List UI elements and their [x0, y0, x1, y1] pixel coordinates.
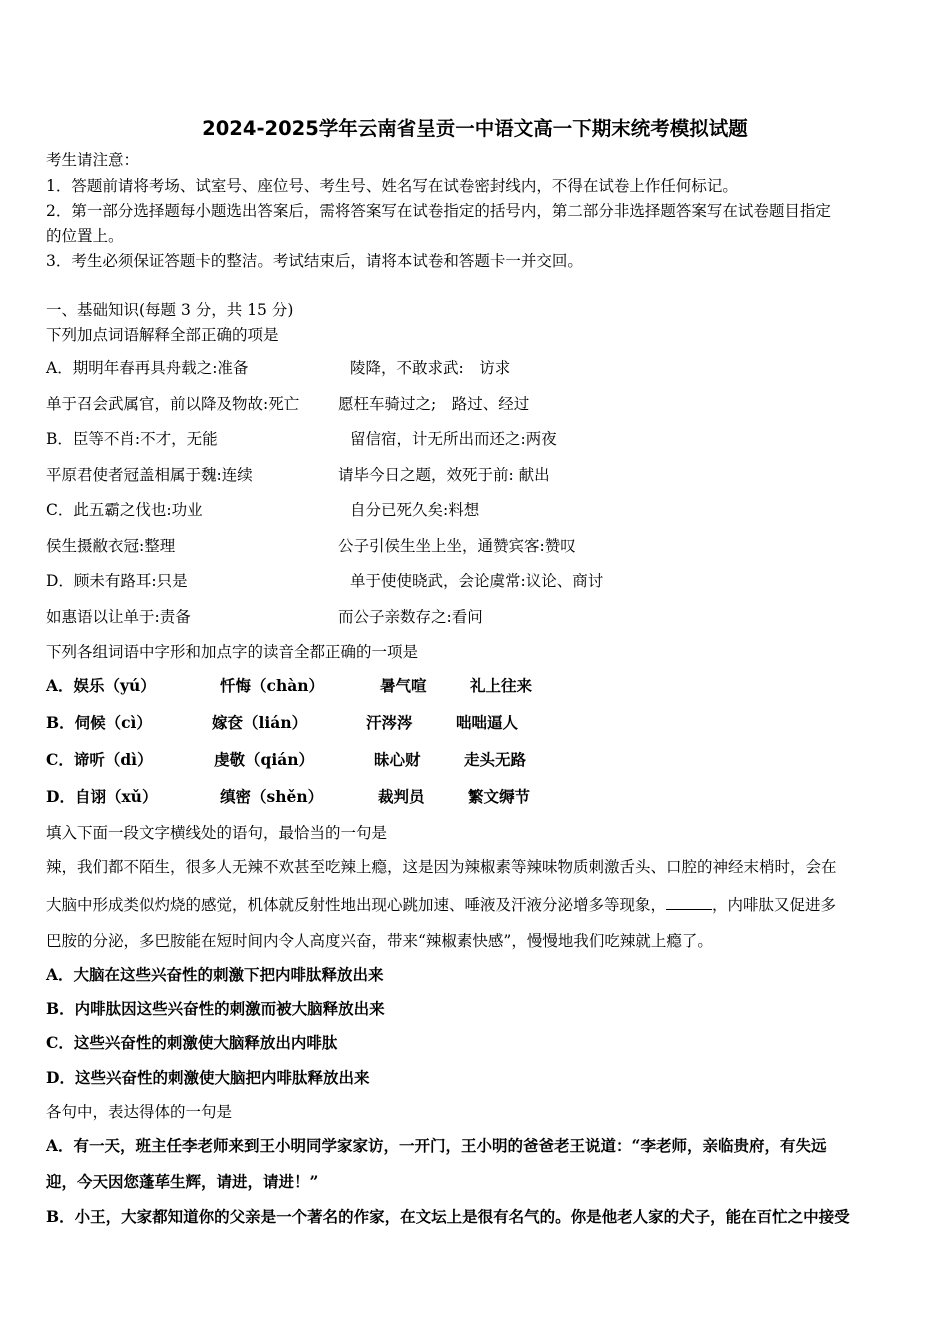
- q1-row-3-right: 留信宿，计无所出而还之:两夜: [350, 430, 557, 448]
- notice-heading: 考生请注意：: [46, 151, 140, 169]
- q1-row-1-left: A．期明年春再具舟载之:准备: [46, 359, 249, 377]
- q2-row-b-c1: B．伺候（cì）: [46, 713, 152, 732]
- q2-row-c-c2: 虔敬（qián）: [214, 750, 315, 769]
- q4-option-a-line-1: A．有一天，班主任李老师来到王小明同学家家访，一开门，王小明的爸爸老王说道：“李老师，亲临贵府，有失远: [46, 1136, 827, 1155]
- notice-item-1: 1．答题前请将考场、试室号、座位号、考生号、姓名写在试卷密封线内，不得在试卷上作任何标记。: [46, 177, 738, 195]
- q2-row-a-c4: 礼上往来: [470, 676, 533, 695]
- q1-row-2-left: 单于召会武属官，前以降及物故:死亡: [46, 395, 300, 413]
- q4-stem: 各句中，表达得体的一句是: [46, 1103, 233, 1121]
- q2-row-c-c1: C．谛听（dì）: [46, 750, 153, 769]
- q2-row-b-c4: 咄咄逼人: [456, 713, 519, 732]
- q1-row-3-left: B．臣等不肖:不才，无能: [46, 430, 218, 448]
- q3-passage-line-2a: 大脑中形成类似灼烧的感觉，机体就反射性地出现心跳加速、唾液及汗液分泌增多等现象，: [46, 896, 667, 914]
- q2-row-d-c4: 繁文缛节: [468, 787, 531, 806]
- q1-row-7-right: 单于使使晓武，会论虞常:议论、商讨: [350, 572, 604, 590]
- q1-row-4-right: 请毕今日之题，效死于前: 献出: [338, 466, 550, 484]
- q3-stem: 填入下面一段文字横线处的语句，最恰当的一句是: [46, 824, 388, 842]
- q2-row-d-c3: 裁判员: [378, 787, 425, 806]
- q2-stem: 下列各组词语中字形和加点字的读音全都正确的一项是: [46, 643, 419, 661]
- q1-row-2-right: 愿枉车骑过之; 路过、经过: [338, 395, 530, 413]
- q3-option-c: C．这些兴奋性的刺激使大脑释放出内啡肽: [46, 1033, 338, 1052]
- q3-passage-line-1: 辣，我们都不陌生，很多人无辣不欢甚至吃辣上瘾，这是因为辣椒素等辣味物质刺激舌头、口腔的神经末梢时，会在: [46, 858, 837, 876]
- q2-row-a-c1: A．娱乐（yú）: [46, 676, 156, 695]
- q1-row-5-left: C．此五霸之伐也:功业: [46, 501, 203, 519]
- q1-row-7-left: D．顾未有路耳:只是: [46, 572, 188, 590]
- q2-row-b-c3: 汗涔涔: [366, 713, 413, 732]
- q1-row-8-left: 如惠语以让单于:责备: [46, 608, 191, 626]
- q1-row-4-left: 平原君使者冠盖相属于魏:连续: [46, 466, 253, 484]
- q3-option-b: B．内啡肽因这些兴奋性的刺激而被大脑释放出来: [46, 999, 385, 1018]
- q4-option-b-line-1: B．小王，大家都知道你的父亲是一个著名的作家，在文坛上是很有名气的。你是他老人家的犬子，能在百忙之中接受: [46, 1207, 850, 1226]
- q2-row-a-c2: 忏悔（chàn）: [220, 676, 325, 695]
- q3-option-d: D．这些兴奋性的刺激使大脑把内啡肽释放出来: [46, 1068, 370, 1087]
- section-heading: 一、基础知识(每题 3 分，共 15 分): [46, 301, 294, 319]
- q2-row-c-c3: 昧心财: [374, 750, 421, 769]
- q1-row-5-right: 自分已死久矣:料想: [350, 501, 480, 519]
- q2-row-c-c4: 走头无路: [464, 750, 527, 769]
- exam-title: 2024-2025学年云南省呈贡一中语文高一下期末统考模拟试题: [202, 117, 748, 140]
- notice-item-3: 3．考生必须保证答题卡的整洁。考试结束后，请将本试卷和答题卡一并交回。: [46, 252, 583, 270]
- notice-item-2: 2．第一部分选择题每小题选出答案后，需将答案写在试卷指定的括号内，第二部分非选择题答案写在试卷题目指定: [46, 202, 831, 220]
- q1-stem: 下列加点词语解释全部正确的项是: [46, 326, 279, 344]
- q3-option-a: A．大脑在这些兴奋性的刺激下把内啡肽释放出来: [46, 965, 384, 984]
- notice-item-2-cont: 的位置上。: [46, 227, 124, 245]
- q1-row-6-left: 侯生摄敝衣冠:整理: [46, 537, 176, 555]
- q2-row-a-c3: 暑气喧: [380, 676, 427, 695]
- q2-row-b-c2: 嫁奁（lián）: [212, 713, 308, 732]
- q3-passage-line-2: [46, 895, 836, 915]
- q4-option-a-line-2: 迎，今天因您蓬荜生辉，请进，请进！”: [46, 1172, 319, 1191]
- q3-passage-line-3: 巴胺的分泌，多巴胺能在短时间内令人高度兴奋，带来“辣椒素快感”，慢慢地我们吃辣就上瘾了。: [46, 932, 713, 950]
- q3-passage-line-2b: ，内啡肽又促进多: [712, 896, 837, 914]
- q1-row-8-right: 而公子亲数存之:看问: [338, 608, 483, 626]
- q1-row-1-right: 陵降，不敢求武: 访求: [350, 359, 511, 377]
- q2-row-d-c1: D．自诩（xǔ）: [46, 787, 158, 806]
- q2-row-d-c2: 缜密（shěn）: [220, 787, 324, 806]
- answer-blank: [666, 895, 712, 910]
- q1-row-6-right: 公子引侯生坐上坐，通赞宾客:赞叹: [338, 537, 576, 555]
